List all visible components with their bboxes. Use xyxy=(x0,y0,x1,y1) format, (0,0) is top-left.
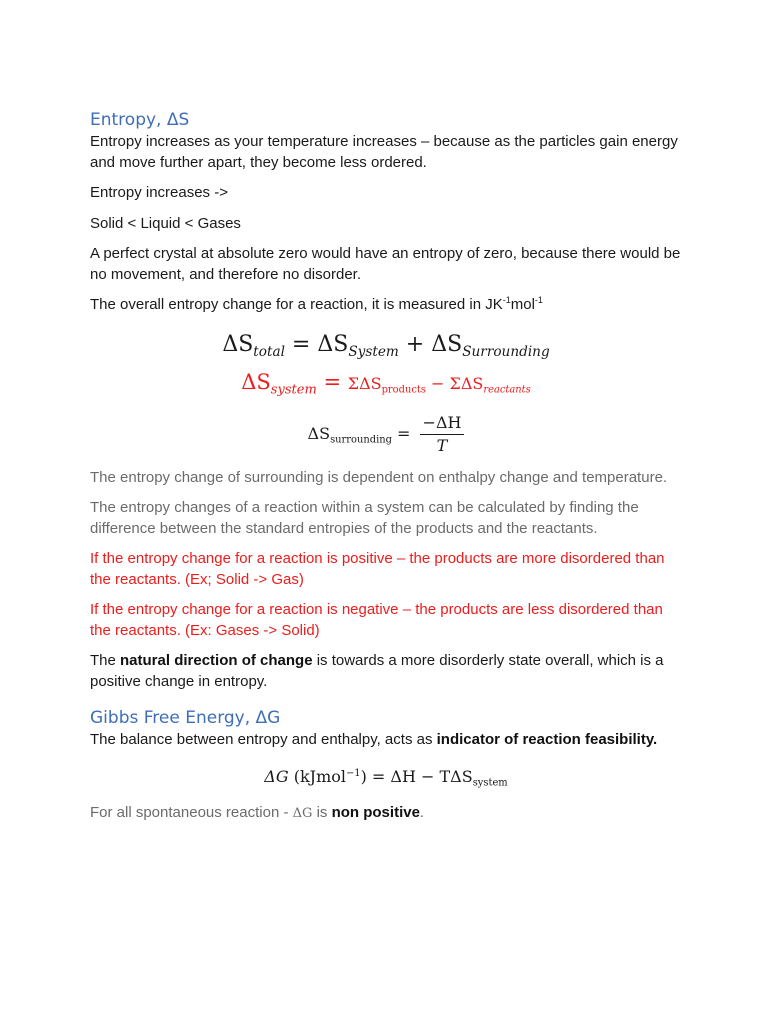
equation-gibbs xyxy=(90,767,682,791)
entropy-paragraph-10 xyxy=(90,651,682,692)
eq-system-term2: ΣΔS xyxy=(449,373,484,393)
entropy-paragraph-1: Entropy increases as your temperature increases – because as the particles gain energy and move further apart, they become less ordered. xyxy=(90,133,678,171)
eq-surr-lhs: ΔS xyxy=(307,423,331,443)
gibbs-p2-bold: non positive xyxy=(331,803,420,821)
entropy-paragraph-3: Solid < Liquid < Gases xyxy=(90,214,241,232)
entropy-paragraph-8: If the entropy change for a reaction is positive – the products are more disordered than the reactants. (Ex; Solid -> Gas) xyxy=(90,550,665,588)
entropy-paragraph-4: A perfect crystal at absolute zero would have an entropy of zero, because there would be no movement, and therefore no disorder. xyxy=(90,245,681,283)
eq-surr-fraction xyxy=(420,412,465,457)
equation-system-entropy xyxy=(90,370,682,402)
p10-bold: natural direction of change xyxy=(120,652,313,669)
eq-system-term1: ΣΔS xyxy=(347,373,382,393)
eq-total-term1: ΔS xyxy=(317,331,349,357)
eq-gibbs-rhs-sub: system xyxy=(472,776,508,788)
eq-system-equals: = xyxy=(316,369,348,394)
eq-gibbs-unit: (kJmol xyxy=(288,766,346,786)
gibbs-paragraph-2 xyxy=(90,803,682,825)
eq-system-lhs-sub: system xyxy=(270,382,317,398)
eq-surr-equals: = xyxy=(391,423,416,443)
gibbs-p2-text-a: For all spontaneous reaction - xyxy=(90,803,293,821)
equation-surrounding-entropy xyxy=(90,412,682,458)
gibbs-heading: Gibbs Free Energy, ΔG xyxy=(90,708,281,728)
entropy-paragraph-2: Entropy increases -> xyxy=(90,184,228,201)
entropy-paragraph-6: The entropy change of surrounding is dependent on enthalpy change and temperature. xyxy=(90,468,668,486)
gibbs-p1-text: The balance between entropy and enthalpy, acts as xyxy=(90,731,437,748)
eq-total-lhs-sub: total xyxy=(253,343,285,360)
eq-total-lhs: ΔS xyxy=(222,331,254,357)
document-page xyxy=(90,108,682,824)
p10-text-b: is towards a more disorderly state overall, which is a positive change in entropy. xyxy=(90,652,664,690)
eq-gibbs-unit-exp: −1 xyxy=(345,767,361,779)
eq-total-term2-sub: Surrounding xyxy=(462,343,550,360)
entropy-units-text: The overall entropy change for a reaction, it is measured in JK xyxy=(90,296,503,313)
entropy-paragraph-7: The entropy changes of a reaction within a system can be calculated by finding the difference between the standard entropies of the products and the reactants. xyxy=(90,499,639,537)
gibbs-p1-bold: indicator of reaction feasibility. xyxy=(436,731,658,748)
units-mol: mol xyxy=(510,296,535,313)
eq-total-equals: = xyxy=(284,331,318,357)
entropy-paragraph-9: If the entropy change for a reaction is negative – the products are less disordered than the reactants. (Ex: Gases -> Solid) xyxy=(90,601,663,639)
eq-gibbs-equals: = xyxy=(366,766,391,786)
eq-system-minus: − xyxy=(425,373,450,393)
eq-surr-lhs-sub: surrounding xyxy=(330,433,392,445)
gibbs-paragraph-1 xyxy=(90,730,682,751)
entropy-paragraph-5 xyxy=(90,295,682,316)
gibbs-p2-symbol: ΔG xyxy=(292,805,313,821)
entropy-heading: Entropy, ΔS xyxy=(90,110,190,130)
eq-total-plus: + xyxy=(398,331,432,357)
eq-system-lhs: ΔS xyxy=(241,369,271,394)
eq-total-term1-sub: System xyxy=(348,343,399,360)
eq-gibbs-unit-close: ) xyxy=(360,766,367,786)
eq-system-term1-sub: products xyxy=(381,383,426,395)
equation-total-entropy xyxy=(90,332,682,366)
eq-total-term2: ΔS xyxy=(431,331,463,357)
eq-gibbs-lhs: ΔG xyxy=(264,766,289,786)
eq-surr-numerator: −ΔH xyxy=(420,412,465,435)
gibbs-p2-text-c: . xyxy=(419,803,425,821)
eq-surr-denominator: T xyxy=(436,435,448,455)
eq-system-term2-sub: reactants xyxy=(483,383,531,395)
gibbs-p2-text-b: is xyxy=(312,803,332,821)
p10-text-a: The xyxy=(90,652,121,669)
units-exponent-2: -1 xyxy=(534,295,543,305)
units-exponent-1: -1 xyxy=(502,295,511,305)
eq-gibbs-rhs: ΔH − TΔS xyxy=(390,766,473,786)
